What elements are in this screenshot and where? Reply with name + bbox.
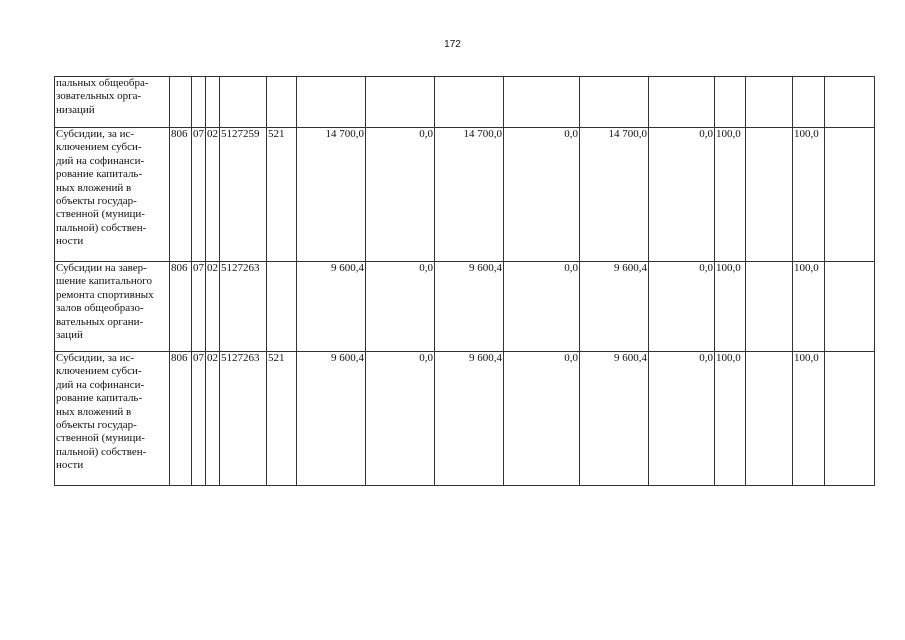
percent-cell: [746, 128, 793, 262]
percent-cell: 100,0: [715, 128, 746, 262]
admin-code: 806: [170, 352, 192, 486]
expense-type-code: 521: [267, 352, 297, 486]
target-article-code: 5127263: [220, 262, 267, 352]
amount-cell: 9 600,4: [580, 262, 649, 352]
budget-table: [54, 76, 875, 486]
row-name: Субсидии на завер- шение капитального ремонта спортивных залов общеобразо- вательных органи- заций: [55, 262, 170, 352]
amount-cell: 0,0: [366, 128, 435, 262]
amount-cell: [504, 77, 580, 128]
percent-cell: [825, 262, 875, 352]
amount-cell: 14 700,0: [580, 128, 649, 262]
amount-cell: [580, 77, 649, 128]
admin-code: 806: [170, 128, 192, 262]
amount-cell: [649, 77, 715, 128]
amount-cell: 0,0: [649, 262, 715, 352]
table-row: [55, 77, 875, 128]
subsection-code: 02: [206, 128, 220, 262]
amount-cell: 0,0: [649, 128, 715, 262]
percent-cell: [746, 262, 793, 352]
subsection-code: [206, 77, 220, 128]
target-article-code: [220, 77, 267, 128]
section-code: 07: [192, 352, 206, 486]
row-name: Субсидии, за ис- ключением субси- дий на софинанси- рование капиталь- ных вложений в объекты государ- ственной (муници- пальной) собствен- ности: [55, 352, 170, 486]
percent-cell: [746, 352, 793, 486]
amount-cell: 9 600,4: [297, 262, 366, 352]
percent-cell: [825, 128, 875, 262]
amount-cell: 9 600,4: [435, 352, 504, 486]
percent-cell: 100,0: [715, 352, 746, 486]
percent-cell: 100,0: [793, 352, 825, 486]
row-name: Субсидии, за ис- ключением субси- дий на софинанси- рование капиталь- ных вложений в объекты государ- ственной (муници- пальной) собствен- ности: [55, 128, 170, 262]
amount-cell: 0,0: [504, 352, 580, 486]
amount-cell: 9 600,4: [580, 352, 649, 486]
percent-cell: [825, 77, 875, 128]
target-article-code: 5127263: [220, 352, 267, 486]
amount-cell: 0,0: [649, 352, 715, 486]
amount-cell: 14 700,0: [435, 128, 504, 262]
percent-cell: [825, 352, 875, 486]
amount-cell: [297, 77, 366, 128]
section-code: [192, 77, 206, 128]
amount-cell: 0,0: [366, 352, 435, 486]
amount-cell: 14 700,0: [297, 128, 366, 262]
expense-type-code: [267, 262, 297, 352]
percent-cell: 100,0: [793, 262, 825, 352]
amount-cell: 0,0: [366, 262, 435, 352]
amount-cell: 9 600,4: [435, 262, 504, 352]
percent-cell: [715, 77, 746, 128]
amount-cell: 0,0: [504, 262, 580, 352]
amount-cell: 0,0: [504, 128, 580, 262]
percent-cell: 100,0: [793, 128, 825, 262]
amount-cell: 9 600,4: [297, 352, 366, 486]
target-article-code: 5127259: [220, 128, 267, 262]
row-name: пальных общеобра- зовательных орга- низаций: [55, 77, 170, 128]
table-row: [55, 262, 875, 352]
amount-cell: [366, 77, 435, 128]
percent-cell: [746, 77, 793, 128]
section-code: 07: [192, 262, 206, 352]
subsection-code: 02: [206, 262, 220, 352]
amount-cell: [435, 77, 504, 128]
admin-code: [170, 77, 192, 128]
percent-cell: 100,0: [715, 262, 746, 352]
table-row: [55, 352, 875, 486]
expense-type-code: 521: [267, 128, 297, 262]
subsection-code: 02: [206, 352, 220, 486]
page-number: 172: [444, 39, 461, 50]
section-code: 07: [192, 128, 206, 262]
percent-cell: [793, 77, 825, 128]
expense-type-code: [267, 77, 297, 128]
admin-code: 806: [170, 262, 192, 352]
table-row: [55, 128, 875, 262]
